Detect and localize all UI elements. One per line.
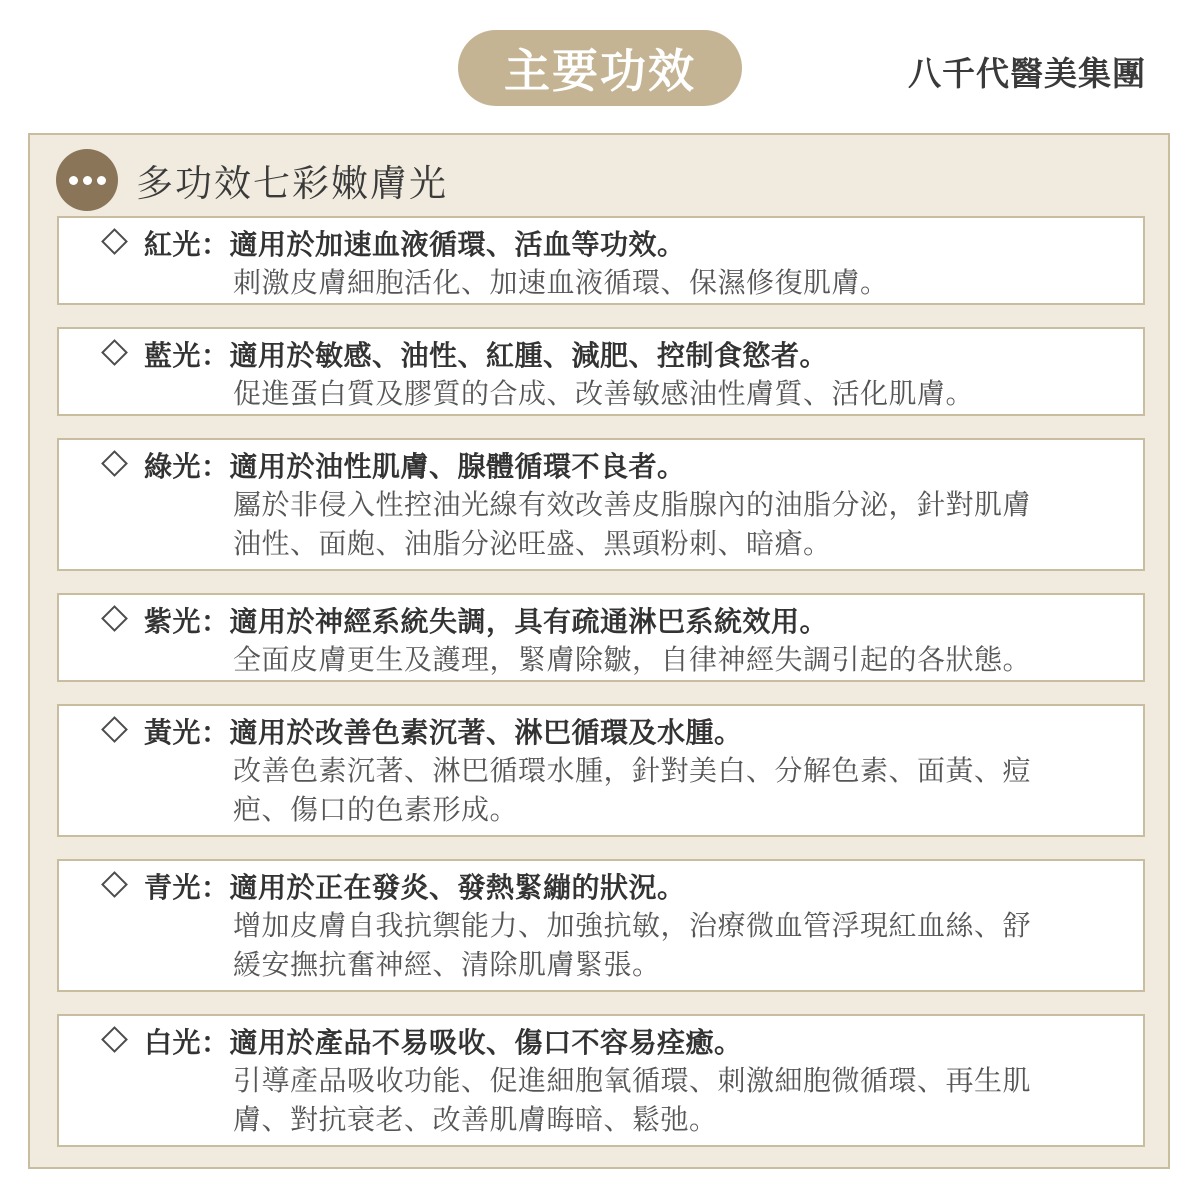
effect-card-purple [57, 593, 1145, 682]
effect-card-red [57, 216, 1145, 305]
effect-headline-text: 適用於油性肌膚、腺體循環不良者。 [229, 450, 686, 483]
effect-description-line: 屬於非侵入性控油光線有效改善皮脂腺內的油脂分泌，針對肌膚 [233, 488, 1032, 521]
effect-label: 綠光 [144, 450, 202, 483]
effect-description-line: 增加皮膚自我抗禦能力、加強抗敏，治療微血管浮現紅血絲、舒 [233, 909, 1032, 942]
effect-headline-text: 適用於神經系統失調，具有疏通淋巴系統效用。 [229, 605, 829, 638]
effect-headline-text: 適用於加速血液循環、活血等功效。 [229, 228, 686, 261]
effect-headline: 綠光：適用於油性肌膚、腺體循環不良者。 [99, 448, 686, 486]
effect-card-white [57, 1014, 1145, 1147]
effect-headline: 黃光：適用於改善色素沉著、淋巴循環及水腫。 [99, 714, 743, 752]
effect-description-line: 油性、面皰、油脂分泌旺盛、黑頭粉刺、暗瘡。 [233, 527, 832, 560]
brand-name: 八千代醫美集團 [908, 54, 1146, 93]
diamond-bullet-icon [101, 1026, 128, 1053]
effect-headline: 紫光：適用於神經系統失調，具有疏通淋巴系統效用。 [99, 603, 828, 641]
diamond-bullet-icon [101, 339, 128, 366]
effect-card-blue [57, 327, 1145, 416]
effect-headline: 藍光：適用於敏感、油性、紅腫、減肥、控制食慾者。 [99, 337, 828, 375]
more-dots-icon [56, 149, 118, 211]
effect-headline: 紅光：適用於加速血液循環、活血等功效。 [99, 226, 686, 264]
diamond-bullet-icon [101, 450, 128, 477]
effect-label: 紫光 [144, 605, 202, 638]
effect-card-yellow [57, 704, 1145, 837]
diamond-bullet-icon [101, 716, 128, 743]
effect-card-green [57, 438, 1145, 571]
effect-headline: 白光：適用於產品不易吸收、傷口不容易痊癒。 [99, 1024, 743, 1062]
effect-card-cyan [57, 859, 1145, 992]
effect-label: 白光 [144, 1026, 202, 1059]
effect-label: 青光 [144, 871, 202, 904]
effect-label: 紅光 [144, 228, 202, 261]
effect-label: 黃光 [144, 716, 202, 749]
effect-description-line: 膚、對抗衰老、改善肌膚晦暗、鬆弛。 [233, 1103, 718, 1136]
effect-description-line: 引導產品吸收功能、促進細胞氧循環、刺激細胞微循環、再生肌 [233, 1064, 1032, 1097]
effect-description-line: 促進蛋白質及膠質的合成、改善敏感油性膚質、活化肌膚。 [233, 377, 975, 410]
section-header [56, 149, 448, 211]
diamond-bullet-icon [101, 228, 128, 255]
effect-description-line: 改善色素沉著、淋巴循環水腫，針對美白、分解色素、面黃、痘 [233, 754, 1032, 787]
diamond-bullet-icon [101, 605, 128, 632]
effect-label: 藍光 [144, 339, 202, 372]
effect-description-line: 刺激皮膚細胞活化、加速血液循環、保濕修復肌膚。 [233, 266, 889, 299]
section-title: 多功效七彩嫩膚光 [136, 162, 448, 205]
effect-description-line: 全面皮膚更生及護理，緊膚除皺，自律神經失調引起的各狀態。 [233, 643, 1032, 676]
effect-description-line: 緩安撫抗奮神經、清除肌膚緊張。 [233, 948, 661, 981]
effect-headline: 青光：適用於正在發炎、發熱緊繃的狀況。 [99, 869, 686, 907]
effect-description-line: 疤、傷口的色素形成。 [233, 793, 519, 826]
effect-headline-text: 適用於產品不易吸收、傷口不容易痊癒。 [229, 1026, 743, 1059]
content-panel [28, 133, 1170, 1169]
diamond-bullet-icon [101, 871, 128, 898]
effect-headline-text: 適用於正在發炎、發熱緊繃的狀況。 [229, 871, 686, 904]
effect-headline-text: 適用於敏感、油性、紅腫、減肥、控制食慾者。 [229, 339, 829, 372]
effect-headline-text: 適用於改善色素沉著、淋巴循環及水腫。 [229, 716, 743, 749]
page-title: 主要功效 [458, 30, 742, 106]
